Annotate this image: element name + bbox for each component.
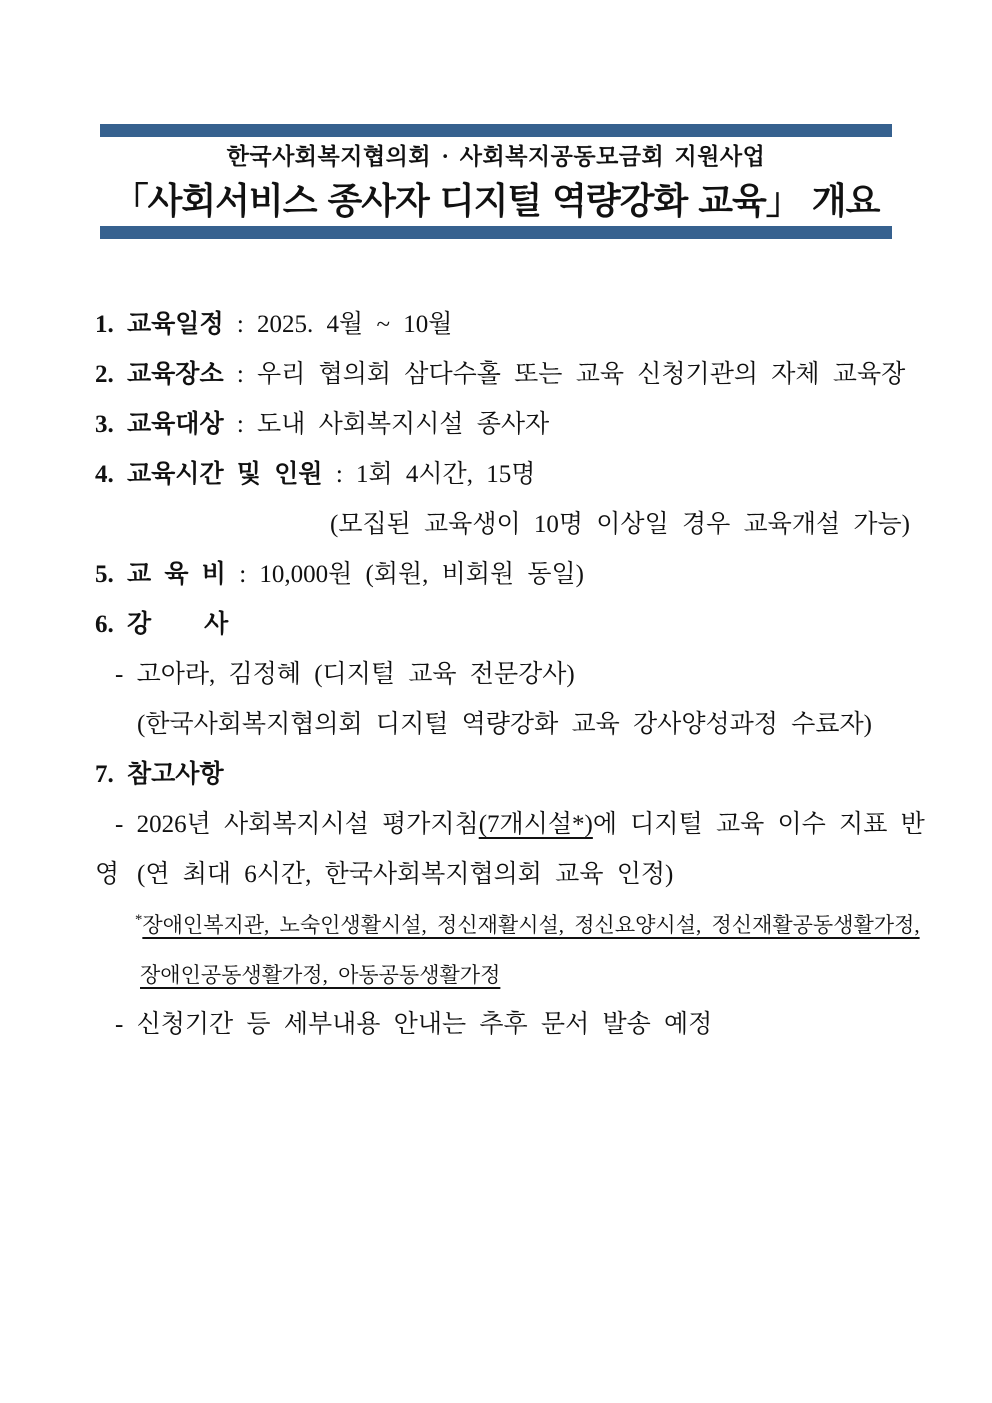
item-value: : 10,000원 (회원, 비회원 동일) [225,561,584,588]
header-bottom-rule [100,226,892,239]
item-value: : 도내 사회복지시설 종사자 [223,411,550,438]
list-item-education-target [95,400,935,450]
header-top-rule [100,124,892,137]
sub-item-text-pre: - 2026년 사회복지시설 평가지침 [115,811,479,838]
item-value: : 1회 4시간, 15명 [322,461,536,488]
facility-footnote-line1 [135,900,935,950]
reference-recognition-note [95,850,935,900]
sub-item-text-post: 에 디지털 교육 이수 지표 반영 [95,811,925,888]
item-label: 2. 교육장소 [95,361,224,388]
list-item-education-time [95,450,935,500]
document-title: 「사회서비스 종사자 디지털 역량강화 교육」 개요 [112,180,880,221]
asterisk-marker: * [135,912,143,928]
document-body [95,300,935,1050]
footnote-text: 장애인복지관, 노숙인생활시설, 정신재활시설, 정신요양시설, 정신재활공동생활가정, [142,913,920,937]
note-text: (한국사회복지협의회 디지털 역량강화 교육 강사양성과정 수료자) [137,711,872,738]
document-header [100,124,892,239]
item-label: 4. 교육시간 및 인원 [95,461,323,488]
list-item-education-place [95,350,935,400]
item-value: : 2025. 4월 ~ 10월 [223,311,453,338]
instructor-qualification-note [95,700,935,750]
item-label: 1. 교육일정 [95,311,224,338]
instructor-names [95,650,935,700]
list-item-reference [95,750,935,800]
list-item-education-schedule [95,300,935,350]
item-value: : 우리 협의회 삼다수홀 또는 교육 신청기관의 자체 교육장 [223,361,906,388]
underlined-facility-count: (7개시설*) [478,811,593,838]
reference-application-notice [95,1000,935,1050]
item-label: 5. 교 육 비 [95,561,226,588]
sub-item-text: - 고아라, 김정혜 (디지털 교육 전문강사) [115,661,575,688]
footnote-text: 장애인공동생활가정, 아동공동생활가정 [140,963,501,987]
sub-item-text: - 신청기간 등 세부내용 안내는 추후 문서 발송 예정 [115,1011,713,1038]
header-org-line: 한국사회복지협의회 · 사회복지공동모금회 지원사업 [226,144,766,169]
list-item-education-fee [95,550,935,600]
list-item-instructor [95,600,935,650]
note-text: (모집된 교육생이 10명 이상일 경우 교육개설 가능) [330,511,911,538]
facility-footnote-line2 [140,950,935,1000]
item-label: 6. 강 사 [95,611,229,638]
item-label: 3. 교육대상 [95,411,224,438]
education-time-note [95,500,935,550]
item-label: 7. 참고사항 [95,761,224,788]
note-text: (연 최대 6시간, 한국사회복지협의회 교육 인정) [137,861,674,888]
